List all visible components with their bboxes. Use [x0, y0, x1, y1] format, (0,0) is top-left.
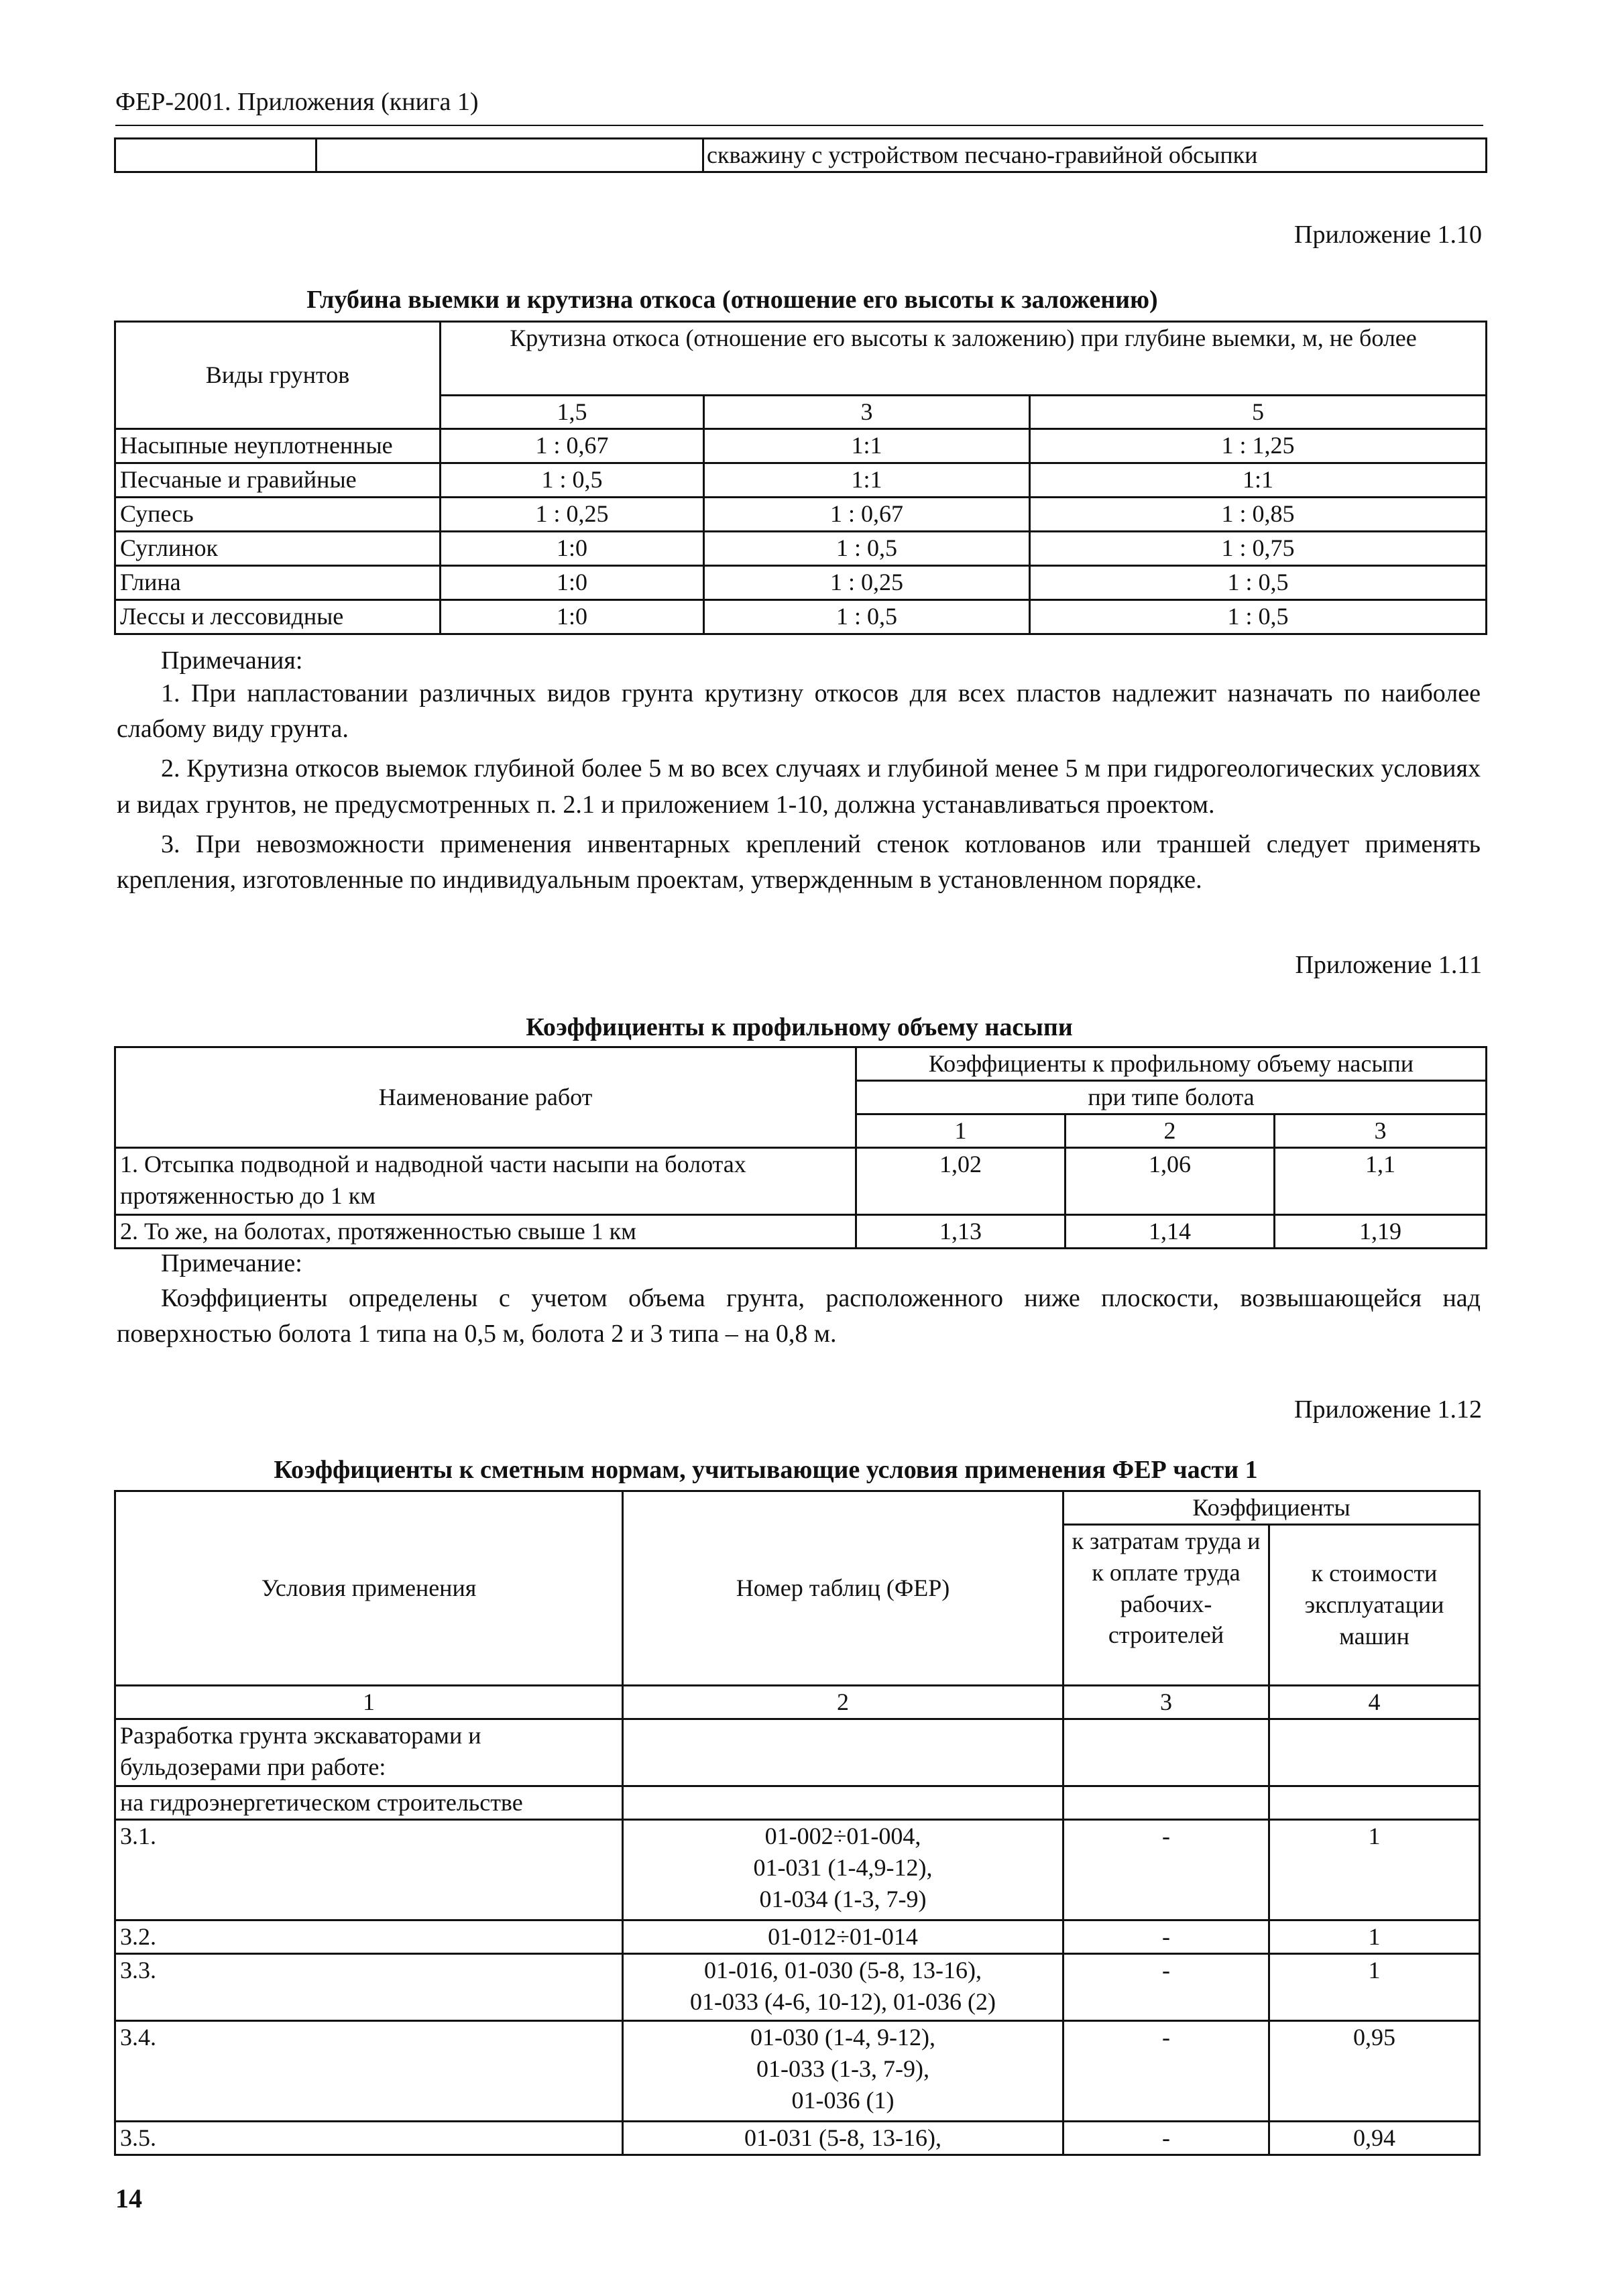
col-number-1: 1 — [115, 1686, 623, 1719]
empty-cell — [623, 1719, 1063, 1786]
appendix-1-11-note: Коэффициенты определены с учетом объема грунта, расположенного ниже плоскости, возвышающейся над поверхностью болота 1 типа на 0,5 м, болота 2 и 3 типа – на 0,8 м. — [117, 1284, 1481, 1348]
work-name: 1. Отсыпка подводной и надводной части насыпи на болотах протяженностью до 1 км — [115, 1148, 856, 1215]
soil-name: Глина — [115, 566, 441, 600]
appendix-1-12-label: Приложение 1.12 — [1294, 1395, 1482, 1424]
appendix-1-11-caption: Коэффициенты к профильному объему насыпи — [526, 1013, 1073, 1041]
slope-value: 1 : 0,25 — [441, 498, 704, 532]
soil-name: Супесь — [115, 498, 441, 532]
slope-header-soil: Виды грунтов — [115, 322, 441, 429]
col-number-4: 4 — [1269, 1686, 1480, 1719]
coef-value: 1,02 — [856, 1148, 1066, 1215]
work-name: 2. То же, на болотах, протяженностью свыше 1 км — [115, 1215, 856, 1249]
coef-header-group: Коэффициенты — [1063, 1491, 1480, 1525]
coef-header-labor: к затратам труда и к оплате труда рабочих-строителей — [1063, 1525, 1269, 1686]
empty-cell — [1269, 1719, 1480, 1786]
table-numbers-line: 01-036 (1) — [791, 2086, 895, 2114]
labor-coef: - — [1063, 2021, 1269, 2122]
slope-value: 1:1 — [704, 429, 1030, 463]
table-numbers-line: 01-033 (4-6, 10-12), 01-036 (2) — [690, 1988, 996, 2015]
slope-value: 1 : 0,5 — [1030, 600, 1487, 634]
swamp-type-3: 3 — [1275, 1114, 1487, 1148]
table-numbers — [623, 1920, 1063, 1954]
embankment-table — [114, 1046, 1487, 1249]
slope-value: 1 : 0,25 — [704, 566, 1030, 600]
col-number-3: 3 — [1063, 1686, 1269, 1719]
embankment-header-group1: Коэффициенты к профильному объему насыпи — [856, 1047, 1487, 1081]
table-numbers-line: 01-031 (1-4,9-12), — [753, 1853, 933, 1881]
cont-cell-3: скважину с устройством песчано-гравийной обсыпки — [703, 139, 1487, 172]
page-number: 14 — [115, 2183, 142, 2214]
condition-code: 3.4. — [115, 2021, 623, 2122]
coef-header-conditions: Условия применения — [115, 1491, 623, 1686]
table-numbers-line: 01-016, 01-030 (5-8, 13-16), — [704, 1957, 982, 1984]
swamp-type-2: 2 — [1066, 1114, 1275, 1148]
swamp-type-1: 1 — [856, 1114, 1066, 1148]
appendix-1-10-caption: Глубина выемки и крутизна откоса (отношение его высоты к заложению) — [306, 286, 1158, 314]
appendix-1-10-label: Приложение 1.10 — [1294, 221, 1482, 249]
coef-value: 1,19 — [1275, 1215, 1487, 1249]
labor-coef: - — [1063, 1920, 1269, 1954]
embankment-header-group2: при типе болота — [856, 1081, 1487, 1114]
machine-coef: 1 — [1269, 1954, 1480, 2021]
cont-cell-2 — [317, 139, 703, 172]
table-numbers-line: 01-033 (1-3, 7-9), — [756, 2055, 929, 2082]
condition-code: 3.3. — [115, 1954, 623, 2021]
appendix-1-11-label: Приложение 1.11 — [1295, 951, 1482, 979]
table-numbers-line: 01-030 (1-4, 9-12), — [750, 2024, 935, 2051]
slope-header-group: Крутизна откоса (отношение его высоты к заложению) при глубине выемки, м, не более — [441, 322, 1487, 396]
appendix-1-12-caption: Коэффициенты к сметным нормам, учитывающие условия применения ФЕР части 1 — [274, 1456, 1258, 1484]
slope-value: 1 : 0,5 — [704, 600, 1030, 634]
coef-value: 1,13 — [856, 1215, 1066, 1249]
slope-value: 1:0 — [441, 566, 704, 600]
slope-depth-3: 5 — [1030, 396, 1487, 429]
note-paragraph: 3. При невозможности применения инвентарных креплений стенок котлованов или траншей следует применять крепления, изготовленные по индивидуальным проектам, утвержденным в установленном порядке. — [117, 829, 1481, 894]
coef-value: 1,14 — [1066, 1215, 1275, 1249]
machine-coef: 1 — [1269, 1920, 1480, 1954]
slope-value: 1:0 — [441, 600, 704, 634]
machine-coef: 0,94 — [1269, 2122, 1480, 2155]
empty-cell — [1269, 1786, 1480, 1820]
coef-header-tables: Номер таблиц (ФЕР) — [623, 1491, 1063, 1686]
slope-value: 1 : 0,5 — [704, 532, 1030, 566]
slope-value: 1 : 0,67 — [441, 429, 704, 463]
continuation-row-table — [114, 137, 1487, 173]
coefficients-table — [114, 1490, 1481, 2156]
table-numbers — [623, 2021, 1063, 2122]
cont-cell-1 — [115, 139, 317, 172]
note-paragraph: 2. Крутизна откосов выемок глубиной более 5 м во всех случаях и глубиной менее 5 м при гидрогеологических условиях и видах грунтов, не предусмотренных п. 2.1 и приложением 1-10, должна устанавливаться проектом. — [117, 754, 1481, 819]
condition-code: 3.1. — [115, 1820, 623, 1920]
soil-name: Песчаные и гравийные — [115, 463, 441, 498]
slope-value: 1 : 0,85 — [1030, 498, 1487, 532]
slope-depth-1: 1,5 — [441, 396, 704, 429]
empty-cell — [1063, 1719, 1269, 1786]
appendix-1-11-note-title: Примечание: — [161, 1249, 302, 1277]
slope-value: 1 : 0,5 — [1030, 566, 1487, 600]
section-title: Разработка грунта экскаваторами и бульдозерами при работе: — [115, 1719, 623, 1786]
table-numbers — [623, 1820, 1063, 1920]
table-numbers-line: 01-012÷01-014 — [768, 1923, 918, 1950]
labor-coef: - — [1063, 1954, 1269, 2021]
col-number-2: 2 — [623, 1686, 1063, 1719]
appendix-1-10-notes-title: Примечания: — [161, 646, 303, 675]
slope-value: 1 : 1,25 — [1030, 429, 1487, 463]
note-paragraph: 1. При напластовании различных видов грунта крутизну откосов для всех пластов надлежит назначать по наиболее слабому виду грунта. — [117, 679, 1481, 744]
slope-value: 1:0 — [441, 532, 704, 566]
soil-name: Насыпные неуплотненные — [115, 429, 441, 463]
slope-depth-2: 3 — [704, 396, 1030, 429]
section-title: на гидроэнергетическом строительстве — [115, 1786, 623, 1820]
slope-value: 1:1 — [1030, 463, 1487, 498]
machine-coef: 0,95 — [1269, 2021, 1480, 2122]
condition-code: 3.5. — [115, 2122, 623, 2155]
table-numbers-line: 01-031 (5-8, 13-16), — [744, 2124, 941, 2151]
running-header: ФЕР-2001. Приложения (книга 1) — [115, 88, 479, 116]
soil-name: Суглинок — [115, 532, 441, 566]
soil-name: Лессы и лессовидные — [115, 600, 441, 634]
embankment-header-work: Наименование работ — [115, 1047, 856, 1148]
table-numbers-line: 01-034 (1-3, 7-9) — [759, 1885, 927, 1912]
slope-table — [114, 321, 1487, 635]
empty-cell — [1063, 1786, 1269, 1820]
coef-value: 1,1 — [1275, 1148, 1487, 1215]
table-numbers — [623, 1954, 1063, 2021]
slope-value: 1 : 0,5 — [441, 463, 704, 498]
labor-coef: - — [1063, 1820, 1269, 1920]
machine-coef: 1 — [1269, 1820, 1480, 1920]
coef-header-machines: к стоимости эксплуатации машин — [1269, 1525, 1480, 1686]
slope-value: 1 : 0,67 — [704, 498, 1030, 532]
empty-cell — [623, 1786, 1063, 1820]
header-rule — [115, 125, 1483, 126]
coef-value: 1,06 — [1066, 1148, 1275, 1215]
table-numbers — [623, 2122, 1063, 2155]
appendix-1-10-notes — [117, 676, 1481, 898]
labor-coef: - — [1063, 2122, 1269, 2155]
slope-value: 1:1 — [704, 463, 1030, 498]
table-numbers-line: 01-002÷01-004, — [764, 1823, 921, 1849]
condition-code: 3.2. — [115, 1920, 623, 1954]
slope-value: 1 : 0,75 — [1030, 532, 1487, 566]
